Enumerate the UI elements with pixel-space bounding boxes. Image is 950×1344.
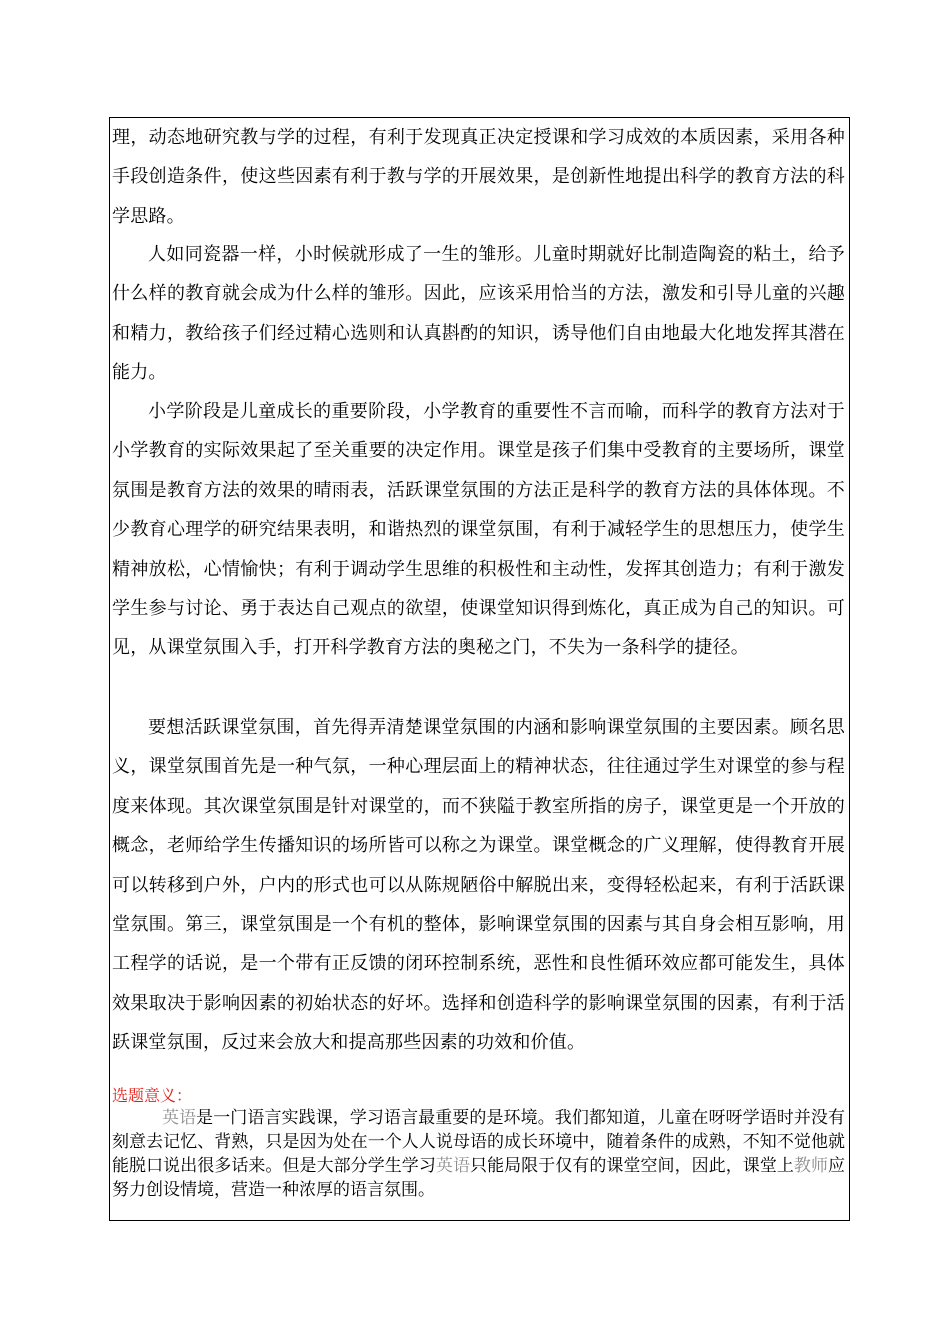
paragraph-3: 小学阶段是儿童成长的重要阶段，小学教育的重要性不言而喻，而科学的教育方法对于小学教育的实际效果起了至关重要的决定作用。课堂是孩子们集中受教育的主要场所，课堂氛围是教育方法的效果的晴雨表，活跃课堂氛围的方法正是科学的教育方法的具体体现。不少教育心理学的研究结果表明，和谐热烈的课堂氛围，有利于减轻学生的思想压力，使学生精神放松，心情愉快；有利于调动学生思维的积极性和主动性，发挥其创造力；有利于激发学生参与讨论、勇于表达自己观点的欲望，使课堂知识得到炼化，真正成为自己的知识。可见，从课堂氛围入手，打开科学教育方法的奥秘之门，不失为一条科学的捷径。 <box>112 401 845 659</box>
paragraph-2: 人如同瓷器一样，小时候就形成了一生的雏形。儿童时期就好比制造陶瓷的粘土，给予什么样的教育就会成为什么样的雏形。因此，应该采用恰当的方法，激发和引导儿童的兴趣和精力，教给孩子们经过精心选则和认真斟酌的知识，诱导他们自由地最大化地发挥其潜在能力。 <box>112 244 845 384</box>
text-run: 是一门语言实践课，学习语言最重要的是环境。我们都知道，儿童在呀呀学语时并没有刻意去记忆、背熟，只是因为处在一个人人说母语的成长环境中，随着条件的成熟，不知不觉他就能脱口说出很多话来。但是大部分学生学习 <box>112 1108 846 1176</box>
keyword-link[interactable]: 英语 <box>162 1108 197 1128</box>
text-run: 应努力创设情境，营造一种浓厚的语言氛围。 <box>112 1156 846 1200</box>
text-run: 只能局限于仅有的课堂空间，因此，课堂上 <box>470 1156 794 1176</box>
section-title: 选题意义： <box>112 1086 193 1105</box>
content-table-cell <box>109 117 850 1221</box>
paragraph-1: 理，动态地研究教与学的过程，有利于发现真正决定授课和学习成效的本质因素，采用各种手段创造条件，使这些因素有利于教与学的开展效果，是创新性地提出科学的教育方法的科学思路。 <box>112 127 845 227</box>
significance-paragraph <box>112 1106 845 1202</box>
paragraph-4: 要想活跃课堂氛围，首先得弄清楚课堂氛围的内涵和影响课堂氛围的主要因素。顾名思义，课堂氛围首先是一种气氛，一种心理层面上的精神状态，往往通过学生对课堂的参与程度来体现。其次课堂氛围是针对课堂的，而不狭隘于教室所指的房子，课堂更是一个开放的概念，老师给学生传播知识的场所皆可以称之为课堂。课堂概念的广义理解，使得教育开展可以转移到户外，户内的形式也可以从陈规陋俗中解脱出来，变得轻松起来，有利于活跃课堂氛围。第三，课堂氛围是一个有机的整体，影响课堂氛围的因素与其自身会相互影响，用工程学的话说，是一个带有正反馈的闭环控制系统，恶性和良性循环效应都可能发生，具体效果取决于影响因素的初始状态的好坏。选择和创造科学的影响课堂氛围的因素，有利于活跃课堂氛围，反过来会放大和提高那些因素的功效和价值。 <box>112 717 845 1054</box>
keyword-link[interactable]: 教师 <box>793 1156 829 1176</box>
keyword-link[interactable]: 英语 <box>435 1156 471 1176</box>
